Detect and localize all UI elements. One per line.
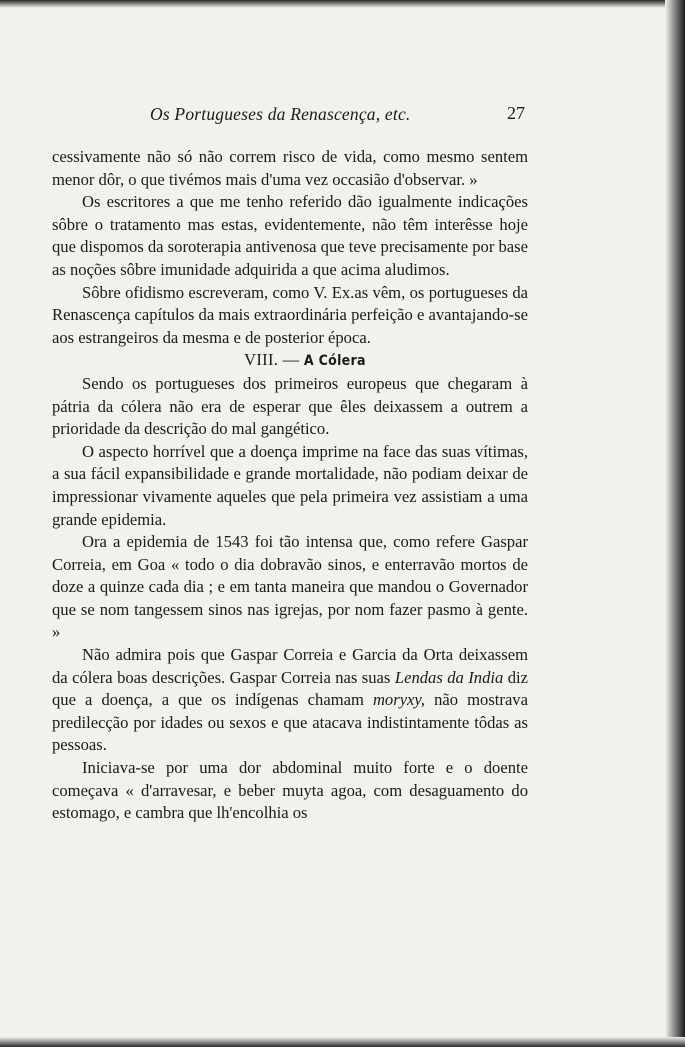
- page-body: [52, 146, 528, 825]
- section-number: VIII. —: [244, 350, 300, 370]
- paragraph-2: Os escritores a que me tenho referido dão igualmente indicações sôbre o tratamento mas estas, evidentemente, não têm interêsse hoje que dispomos da soroterapia antivenosa que teve precisamente por base as noções sôbre imunidade adquirida a que acima aludimos.: [52, 192, 528, 279]
- book-title-lendas: Lendas da India: [394, 667, 504, 687]
- paragraph-7: [52, 644, 528, 757]
- paragraph-3: Sôbre ofidismo escreveram, como V. Ex.as vêm, os portugueses da Renascença capítulos da mais extraordinária perfeição e avantajando-se aos estrangeiros da mesma e de posterior época.: [52, 282, 528, 347]
- paragraph-1: cessivamente não só não correm risco de vida, como mesmo sentem menor dôr, o que tivémos mais d'uma vez occasião d'observar. »: [52, 147, 528, 189]
- paragraph-6: Ora a epidemia de 1543 foi tão intensa que, como refere Gaspar Correia, em Goa « todo o dia dobravão sinos, e enterravão mortos de doze a quinze cada dia ; e em tanta maneira que mandou o Governador que se nom tangessem sinos nas igrejas, por nom fazer pasmo à gente. »: [52, 532, 528, 642]
- paragraph-4: Sendo os portugueses dos primeiros europeus que chegaram à pátria da cólera não era de esperar que êles deixassem a outrem a prioridade da descrição do mal gangético.: [52, 373, 528, 439]
- section-heading: [52, 349, 528, 373]
- paragraph-7-part-a: Não admira pois que Gaspar Correia e Garcia da Orta deixassem da cólera boas descrições. Gaspar Correia nas suas: [52, 645, 528, 687]
- paragraph-8: Iniciava-se por uma dor abdominal muito forte e o doente começava « d'arravesar, e beber muyta agoa, com desaguamento do estomago, e cambra que lh'encolhia os: [52, 758, 528, 823]
- paragraph-7-part-c: não mostrava predilecção por idades ou sexos e que atacava indistintamente tôdas as pessoas.: [52, 690, 528, 755]
- running-title: Os Portugueses da Renascença, etc.: [150, 104, 411, 124]
- scan-bottom-edge: [0, 1037, 685, 1047]
- paragraph-7-part-b: diz que a doença, a que os indígenas chamam: [52, 667, 529, 710]
- scan-right-edge: [665, 0, 685, 1047]
- scan-top-edge: [0, 0, 685, 8]
- paragraph-5: O aspecto horrível que a doença imprime na face das suas vítimas, a sua fácil expansibilidade e grande mortalidade, não podiam deixar de impressionar vivamente aqueles que pela primeira vez assistiam a uma grande epidemia.: [52, 441, 528, 529]
- term-moryxy: moryxy,: [372, 690, 426, 710]
- section-title: A Cólera: [303, 353, 366, 370]
- page-number: 27: [507, 103, 525, 123]
